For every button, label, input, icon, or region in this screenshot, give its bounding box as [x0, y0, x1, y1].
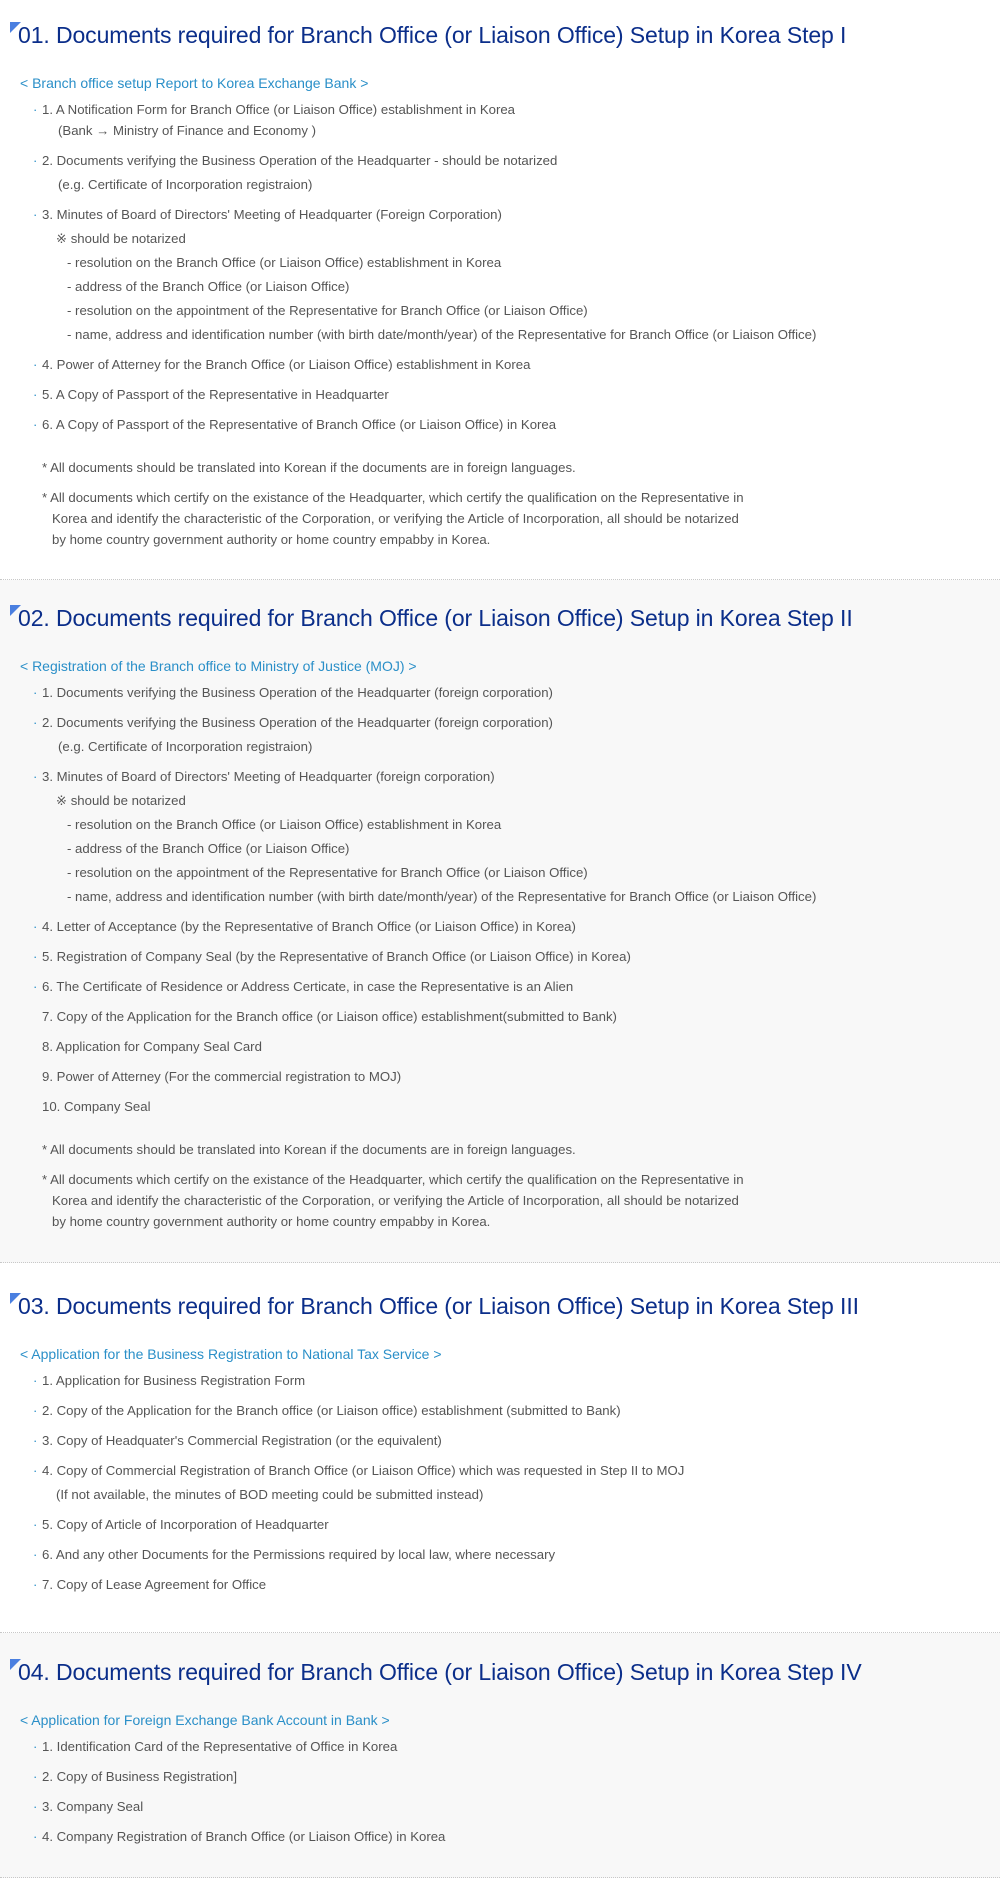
bullet-icon: ·: [33, 1829, 38, 1844]
section-step-2: [0, 580, 1000, 1263]
bullet-icon: ·: [33, 102, 38, 117]
bullet-icon: ·: [33, 979, 38, 994]
section-subtitle: < Registration of the Branch office to Ministry of Justice (MOJ) >: [20, 658, 417, 674]
list-item: · 1. Application for Business Registration Form: [33, 1373, 306, 1388]
list-item: · 3. Copy of Headquater's Commercial Registration (or the equivalent): [33, 1433, 442, 1448]
list-item: 8. Application for Company Seal Card: [42, 1039, 262, 1054]
list-item: · 4. Copy of Commercial Registration of Branch Office (or Liaison Office) which was requested in Step II to MOJ: [33, 1463, 685, 1478]
list-item: · 7. Copy of Lease Agreement for Office: [33, 1577, 267, 1592]
footnote-continuation: by home country government authority or home country empabby in Korea.: [52, 1214, 491, 1229]
section-subtitle: < Branch office setup Report to Korea Exchange Bank >: [20, 75, 369, 91]
list-item: · 1. Documents verifying the Business Operation of the Headquarter (foreign corporation): [33, 685, 553, 700]
list-item: · 5. Copy of Article of Incorporation of Headquarter: [33, 1517, 329, 1532]
list-item: · 2. Copy of the Application for the Branch office (or Liaison office) establishment (submitted to Bank): [33, 1403, 621, 1418]
list-item: · 2. Documents verifying the Business Operation of the Headquarter - should be notarized: [33, 153, 558, 168]
bullet-icon: ·: [33, 417, 38, 432]
list-item: · 4. Power of Atterney for the Branch Office (or Liaison Office) establishment in Korea: [33, 357, 531, 372]
bullet-icon: ·: [33, 1799, 38, 1814]
bullet-icon: ·: [33, 1577, 38, 1592]
bullet-icon: ·: [33, 1769, 38, 1784]
list-item: · 2. Copy of Business Registration]: [33, 1769, 237, 1784]
bullet-icon: ·: [33, 1739, 38, 1754]
sub-item: - address of the Branch Office (or Liaison Office): [67, 279, 350, 294]
sub-item: - address of the Branch Office (or Liaison Office): [67, 841, 350, 856]
list-item: 10. Company Seal: [42, 1099, 151, 1114]
footnote-continuation: Korea and identify the characteristic of the Corporation, or verifying the Article of Incorporation, all should be notarized: [52, 511, 739, 526]
bullet-icon: ·: [33, 919, 38, 934]
bullet-icon: ·: [33, 207, 38, 222]
footnote: * All documents should be translated into Korean if the documents are in foreign languages.: [42, 1142, 576, 1157]
bullet-icon: ·: [33, 387, 38, 402]
list-item: · 3. Minutes of Board of Directors' Meeting of Headquarter (foreign corporation): [33, 769, 495, 784]
list-item: 7. Copy of the Application for the Branch office (or Liaison office) establishment(submitted to Bank): [42, 1009, 617, 1024]
footnote: * All documents which certify on the existance of the Headquarter, which certify the qualification on the Representative in: [42, 1172, 744, 1187]
bullet-icon: ·: [33, 715, 38, 730]
list-item: · 6. And any other Documents for the Permissions required by local law, where necessary: [33, 1547, 556, 1562]
notarize-note: ※ should be notarized: [56, 231, 186, 246]
section-title: 03. Documents required for Branch Office (or Liaison Office) Setup in Korea Step III: [18, 1293, 859, 1319]
list-item: · 3. Minutes of Board of Directors' Meeting of Headquarter (Foreign Corporation): [33, 207, 502, 222]
notarize-note: ※ should be notarized: [56, 793, 186, 808]
section-step-3: [0, 1263, 1000, 1633]
section-subtitle: < Application for Foreign Exchange Bank Account in Bank >: [20, 1712, 390, 1728]
list-item: · 4. Company Registration of Branch Office (or Liaison Office) in Korea: [33, 1829, 446, 1844]
bullet-icon: ·: [33, 1463, 38, 1478]
bullet-icon: ·: [33, 357, 38, 372]
footnote: * All documents should be translated into Korean if the documents are in foreign languages.: [42, 460, 576, 475]
sub-item: - resolution on the appointment of the Representative for Branch Office (or Liaison Office): [67, 865, 588, 880]
list-item: · 1. A Notification Form for Branch Office (or Liaison Office) establishment in Korea: [33, 102, 516, 117]
bullet-icon: ·: [33, 769, 38, 784]
list-item: · 6. A Copy of Passport of the Representative of Branch Office (or Liaison Office) in Korea: [33, 417, 557, 432]
list-item: · 5. A Copy of Passport of the Representative in Headquarter: [33, 387, 389, 402]
sub-item: - name, address and identification number (with birth date/month/year) of the Representative for Branch Office (or Liaison Office): [67, 889, 817, 904]
list-item: · 2. Documents verifying the Business Operation of the Headquarter (foreign corporation): [33, 715, 553, 730]
sub-item: - name, address and identification number (with birth date/month/year) of the Representative for Branch Office (or Liaison Office): [67, 327, 817, 342]
bullet-icon: ·: [33, 1403, 38, 1418]
list-item: · 3. Company Seal: [33, 1799, 144, 1814]
section-title: 04. Documents required for Branch Office (or Liaison Office) Setup in Korea Step IV: [18, 1659, 862, 1685]
list-item: · 4. Letter of Acceptance (by the Representative of Branch Office (or Liaison Office) in Korea): [33, 919, 576, 934]
bullet-icon: ·: [33, 1433, 38, 1448]
footnote: * All documents which certify on the existance of the Headquarter, which certify the qualification on the Representative in: [42, 490, 744, 505]
list-item: · 6. The Certificate of Residence or Address Certicate, in case the Representative is an Alien: [33, 979, 574, 994]
section-subtitle: < Application for the Business Registration to National Tax Service >: [20, 1346, 442, 1362]
list-item-continuation: (If not available, the minutes of BOD meeting could be submitted instead): [56, 1487, 484, 1502]
bullet-icon: ·: [33, 1373, 38, 1388]
list-item-continuation: (e.g. Certificate of Incorporation registraion): [58, 177, 313, 192]
sub-item: - resolution on the appointment of the Representative for Branch Office (or Liaison Office): [67, 303, 588, 318]
list-item: 9. Power of Atterney (For the commercial registration to MOJ): [42, 1069, 402, 1084]
footnote-continuation: Korea and identify the characteristic of the Corporation, or verifying the Article of Incorporation, all should be notarized: [52, 1193, 739, 1208]
bullet-icon: ·: [33, 1547, 38, 1562]
bullet-icon: ·: [33, 949, 38, 964]
bullet-icon: ·: [33, 685, 38, 700]
footnote-continuation: by home country government authority or home country empabby in Korea.: [52, 532, 491, 547]
list-item: · 1. Identification Card of the Representative of Office in Korea: [33, 1739, 398, 1754]
section-step-1: [0, 0, 1000, 580]
sub-item: - resolution on the Branch Office (or Liaison Office) establishment in Korea: [67, 817, 502, 832]
list-item: · 5. Registration of Company Seal (by the Representative of Branch Office (or Liaison Office) in Korea): [33, 949, 631, 964]
bullet-icon: ·: [33, 153, 38, 168]
section-step-4: [0, 1633, 1000, 1878]
sub-item: - resolution on the Branch Office (or Liaison Office) establishment in Korea: [67, 255, 502, 270]
list-item-continuation: (e.g. Certificate of Incorporation registraion): [58, 739, 313, 754]
section-title: 01. Documents required for Branch Office (or Liaison Office) Setup in Korea Step I: [18, 22, 847, 48]
section-title: 02. Documents required for Branch Office (or Liaison Office) Setup in Korea Step II: [18, 605, 853, 631]
list-item-continuation: (Bank → Ministry of Finance and Economy ): [58, 123, 316, 138]
bullet-icon: ·: [33, 1517, 38, 1532]
